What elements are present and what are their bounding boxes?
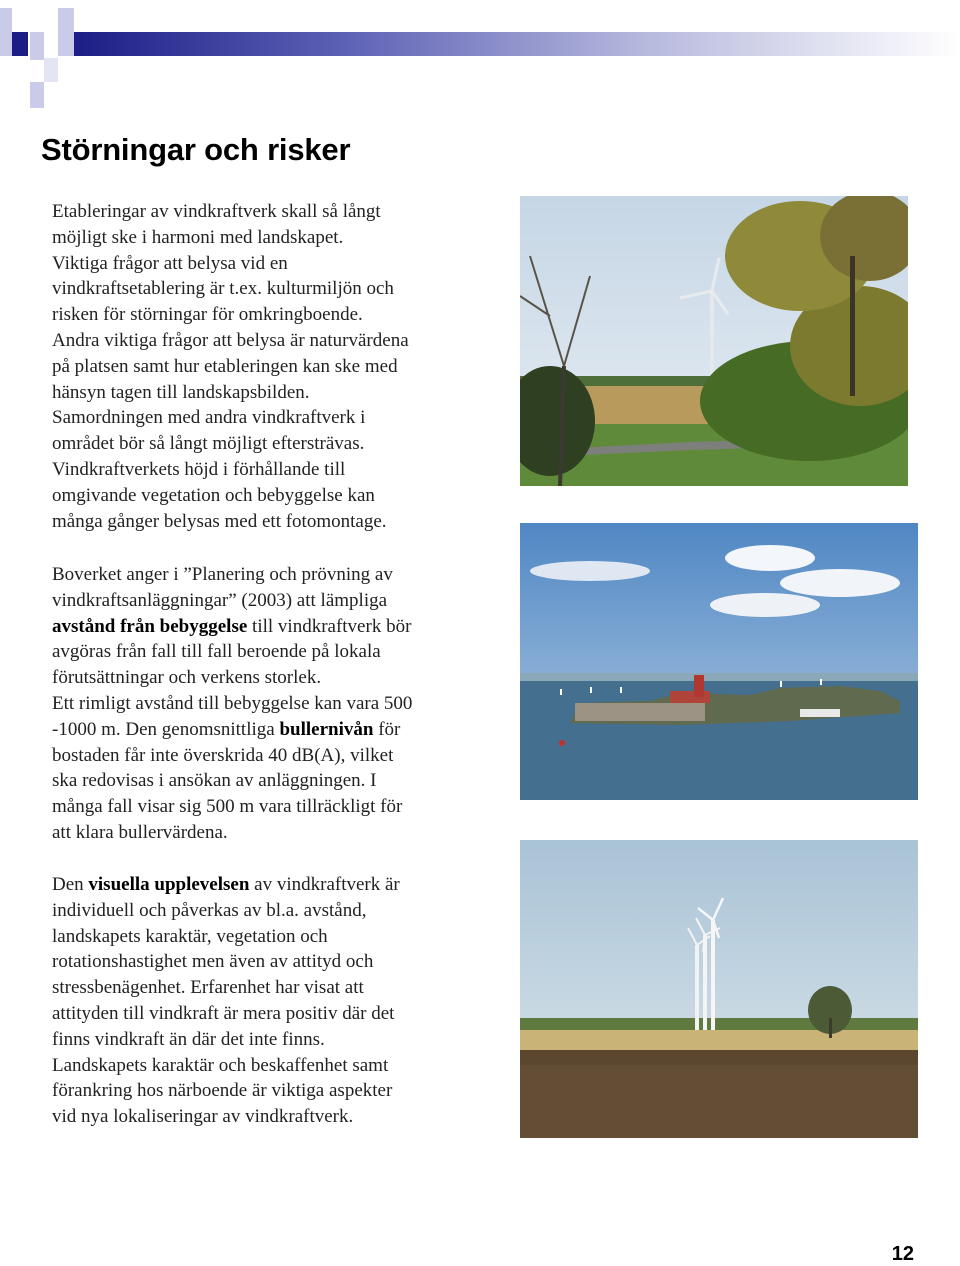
paragraph-landscape xyxy=(52,199,472,534)
text-line: Den xyxy=(52,874,89,895)
text-line: -1000 m. Den genomsnittliga xyxy=(52,718,280,740)
text-line: för xyxy=(373,718,401,740)
photo-turbines-field xyxy=(520,840,918,1138)
text-line: att klara bullervärdena. xyxy=(52,821,228,843)
page-number: 12 xyxy=(891,1243,914,1265)
text-line: attityden till vindkraft är mera positiv där det xyxy=(52,1002,395,1024)
text-line: förankring hos närboende är viktiga aspekter xyxy=(52,1080,393,1102)
text-line: många gånger belysas med ett fotomontage. xyxy=(52,510,387,532)
paragraph-distance-noise xyxy=(52,562,472,846)
text-line: vindkraftsanläggningar” (2003) att lämpliga xyxy=(52,589,388,611)
header-square xyxy=(0,8,12,56)
text-line: till vindkraftverk bör xyxy=(247,615,412,637)
header-square xyxy=(58,8,74,56)
header-square xyxy=(30,82,44,108)
text-line: vindkraftsetablering är t.ex. kulturmiljön och xyxy=(52,278,394,300)
header-square xyxy=(30,32,44,60)
text-line: området bör så långt möjligt eftersträvas. xyxy=(52,433,365,455)
text-line: avgöras från fall till fall beroende på lokala xyxy=(52,641,381,663)
page-title: Störningar och risker xyxy=(41,132,351,167)
text-line: Samordningen med andra vindkraftverk i xyxy=(52,407,366,429)
text-line: Landskapets karaktär och beskaffenhet samt xyxy=(52,1054,389,1076)
header-square xyxy=(44,58,58,82)
text-line: bostaden får inte överskrida 40 dB(A), vilket xyxy=(52,744,394,766)
text-line: vid nya lokaliseringar av vindkraftverk. xyxy=(52,1106,354,1128)
text-line: individuell och påverkas av bl.a. avstånd, xyxy=(52,899,367,921)
bold-term: visuella upplevelsen xyxy=(88,874,250,895)
text-line: omgivande vegetation och bebyggelse kan xyxy=(52,484,375,506)
text-line: förutsättningar och verkens storlek. xyxy=(52,667,322,689)
text-line: på platsen samt hur etableringen kan ske med xyxy=(52,355,398,377)
text-line: Boverket anger i ”Planering och prövning av xyxy=(52,564,393,585)
header-square xyxy=(12,32,28,56)
text-line: Ett rimligt avstånd till bebyggelse kan vara 500 xyxy=(52,692,413,714)
text-line: finns vindkraft än där det inte finns. xyxy=(52,1028,325,1050)
text-line: stressbenägenhet. Erfarenhet har visat att xyxy=(52,977,364,999)
text-line: ska redovisas i ansökan av anläggningen. I xyxy=(52,770,377,792)
text-line: Andra viktiga frågor att belysa är naturvärdena xyxy=(52,329,409,351)
bold-term: avstånd från bebyggelse xyxy=(52,615,248,637)
photo-fortress-island xyxy=(520,523,918,800)
header-gradient-bar xyxy=(74,32,960,56)
text-line: av vindkraftverk är xyxy=(249,874,400,895)
text-line: Viktiga frågor att belysa vid en xyxy=(52,252,288,274)
text-line: Etableringar av vindkraftverk skall så långt xyxy=(52,201,381,222)
text-line: hänsyn tagen till landskapsbilden. xyxy=(52,381,310,403)
text-line: många fall visar sig 500 m vara tillräckligt för xyxy=(52,796,403,818)
text-line: Vindkraftverkets höjd i förhållande till xyxy=(52,458,346,480)
text-line: möjligt ske i harmoni med landskapet. xyxy=(52,226,344,248)
paragraph-visual-experience xyxy=(52,872,472,1130)
text-line: landskapets karaktär, vegetation och xyxy=(52,925,328,947)
text-line: rotationshastighet men även av attityd och xyxy=(52,951,374,973)
photo-turbine-trees xyxy=(520,196,908,486)
bold-term: bullernivån xyxy=(279,718,374,740)
text-line: risken för störningar för omkringboende. xyxy=(52,304,363,326)
